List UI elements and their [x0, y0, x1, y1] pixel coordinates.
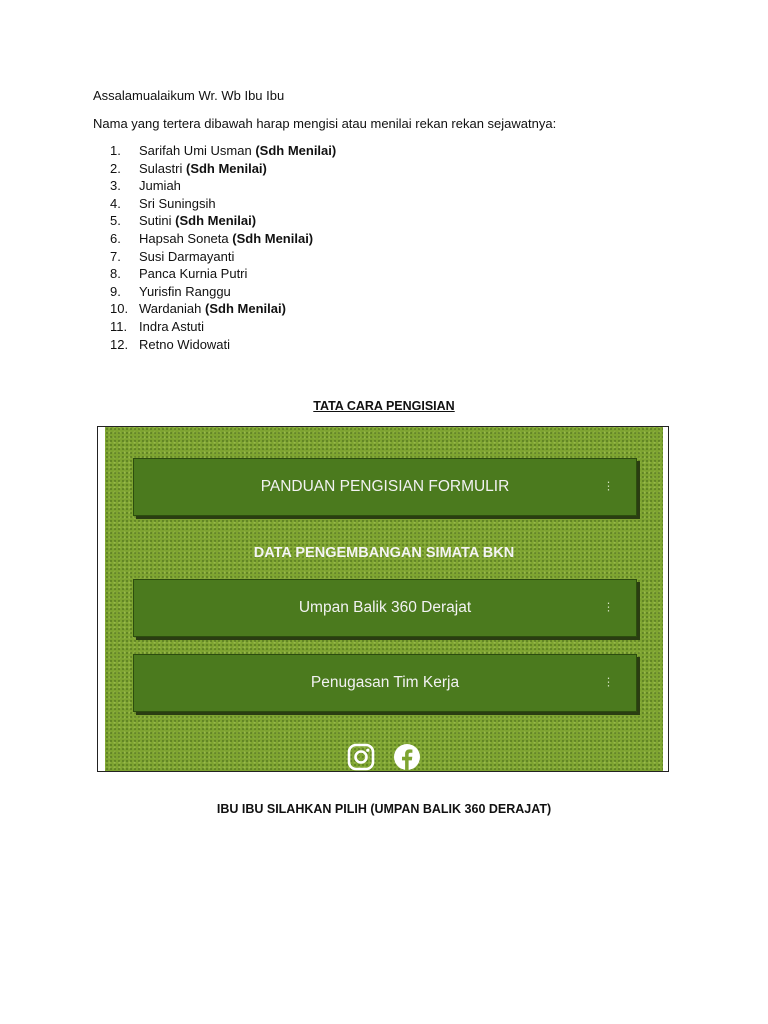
more-options-icon[interactable]: ⋮ — [603, 676, 614, 689]
list-item-name: Retno Widowati — [139, 336, 231, 352]
list-item: 4. Sri Suningsih — [110, 195, 216, 211]
list-item: 6. Hapsah Soneta (Sdh Menilai) — [110, 230, 314, 246]
umpan-balik-button[interactable] — [133, 579, 637, 637]
list-item-status: (Sdh Menilai) — [175, 213, 257, 229]
list-item: 2. Sulastri (Sdh Menilai) — [110, 160, 267, 176]
list-item-name: Sarifah Umi Usman — [139, 143, 252, 158]
more-options-icon[interactable]: ⋮ — [603, 480, 614, 493]
list-item: 5. Sutini (Sdh Menilai) — [110, 213, 257, 229]
more-options-icon[interactable]: ⋮ — [603, 601, 614, 614]
intro-text: Nama yang tertera dibawah harap mengisi atau menilai rekan rekan sejawatnya: — [93, 116, 557, 131]
footer-instruction: IBU IBU SILAHKAN PILIH (UMPAN BALIK 360 DERAJAT) — [216, 802, 552, 816]
name-list — [110, 142, 336, 353]
list-item: 8. Panca Kurnia Putri — [110, 266, 248, 282]
instagram-icon[interactable] — [347, 743, 375, 771]
list-item-name: Sri Suningsih — [139, 195, 216, 211]
list-item-name: Indra Astuti — [139, 318, 205, 334]
section-title: TATA CARA PENGISIAN — [313, 399, 455, 413]
list-item: 12. Retno Widowati — [110, 336, 231, 352]
list-item-status: (Sdh Menilai) — [205, 301, 286, 317]
list-item-name: Jumiah — [139, 178, 181, 194]
social-links — [105, 743, 663, 771]
list-item-name: Hapsah Soneta — [139, 230, 229, 246]
list-item-name: Wardaniah — [139, 301, 202, 317]
panduan-pengisian-label: PANDUAN PENGISIAN FORMULIR — [260, 478, 510, 495]
list-item: 3. Jumiah — [110, 178, 181, 194]
list-item-status: (Sdh Menilai) — [232, 230, 314, 246]
penugasan-tim-label: Penugasan Tim Kerja — [310, 674, 460, 691]
list-item: 9. Yurisfin Ranggu — [110, 283, 231, 299]
link-panel — [105, 427, 663, 772]
panel-subheading: DATA PENGEMBANGAN SIMATA BKN — [253, 545, 515, 561]
list-item-status: (Sdh Menilai) — [185, 160, 267, 176]
embedded-screenshot — [97, 426, 669, 772]
greeting-text: Assalamualaikum Wr. Wb Ibu Ibu — [93, 88, 285, 103]
list-item: 10. Wardaniah (Sdh Menilai) — [110, 301, 286, 317]
list-item-name: Susi Darmayanti — [139, 248, 235, 264]
list-item-name: Sutini — [139, 213, 172, 229]
list-item-status: (Sdh Menilai) — [255, 143, 337, 158]
list-item-name: Sulastri — [139, 160, 183, 176]
panduan-pengisian-button[interactable] — [133, 458, 637, 516]
facebook-icon[interactable] — [393, 743, 421, 771]
umpan-balik-label: Umpan Balik 360 Derajat — [298, 599, 472, 616]
list-item-name: Panca Kurnia Putri — [139, 266, 248, 282]
penugasan-tim-button[interactable] — [133, 654, 637, 712]
list-item: 7. Susi Darmayanti — [110, 248, 235, 264]
list-item-name: Yurisfin Ranggu — [139, 283, 231, 299]
list-item: 11. Indra Astuti — [110, 318, 205, 334]
list-item: 1. Sarifah Umi Usman (Sdh Menilai) — [110, 143, 337, 158]
